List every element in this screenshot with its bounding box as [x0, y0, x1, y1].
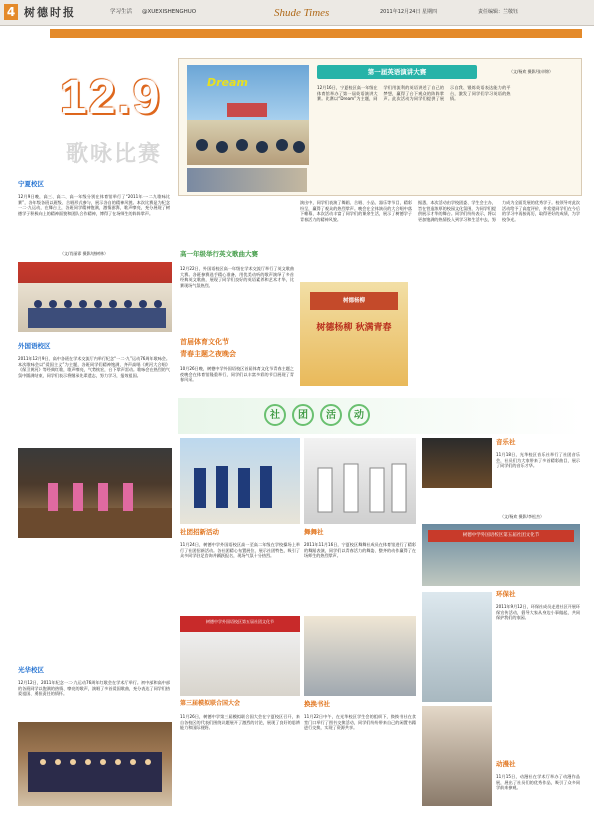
shuyou-body: 11月22日中午，在光华校区学生会的组织下，换换书社在食堂门口举行了图书交换活动，同学们纷纷带来自己的闲置书籍进行交换，实现了资源共享。 [304, 714, 416, 731]
paper-name: 树德时报 [24, 6, 76, 19]
students-illustration [180, 438, 300, 524]
culture-heading-line2: 青春主题之夜晚会 [180, 350, 236, 358]
issue-date: 2011年12月24日 星期四 [380, 9, 438, 15]
ningxia-credit: （文/肖丽霏 摄影/唐树林） [60, 251, 108, 256]
wushe-body: 2011年11月16日，宁夏校区舞舞社成员在体育馆进行了精彩的舞蹈表演，同学们以青春活力的舞姿、整齐的动作赢得了在场师生的热烈掌声。 [304, 542, 416, 559]
waiguoyu-heading: 外国语校区 [18, 342, 51, 350]
editor: 责任编辑：兰敬钰 [478, 9, 519, 15]
section-email: @XUEXISHENGHUO [142, 9, 197, 15]
yinyue-credit: （文/杨欢 摄影/李松杰） [500, 514, 544, 519]
waiguoyu-photo [18, 448, 172, 538]
english-contest-heading-bar [317, 65, 477, 79]
dongman-photo [422, 706, 492, 806]
dream-banner: Dream [207, 76, 248, 89]
guanghua-photo [18, 722, 172, 806]
shetuan-body: 11月24日，树德中学外国语校区高一至高二年级在学校操场上举行了社团招新活动。各社团精心布置展位，展示社团特色，吸引了众多同学驻足咨询并踊跃报名，现场气氛十分热烈。 [180, 542, 300, 559]
yinyue-photo [422, 438, 492, 488]
moot-poster-banner: 树德中学外国语校区第五届社团文化节 [206, 619, 274, 624]
english-contest-heading: 第一届英语演讲大赛 [367, 68, 427, 76]
shuyou-photo [304, 616, 416, 696]
culture-heading-line1: 首届体育文化节 [180, 338, 229, 346]
ningxia-heading: 宁夏校区 [18, 180, 44, 188]
huanbao-body: 2011年9月12日，环保社成员走进社区开展环保宣传活动，倡导大家从身边小事做起，共同保护我们的家园。 [496, 604, 580, 621]
english-contest-box [178, 58, 582, 196]
performers-illustration [18, 448, 172, 538]
masthead [0, 0, 594, 26]
hero-title: 歌咏比赛 [66, 142, 163, 167]
wushe-heading: 舞舞社 [304, 528, 324, 536]
stage-illustration [18, 722, 172, 806]
clubs-banner [178, 398, 582, 434]
moot-body: 11月26日，树德中学第三届模拟联合国大会在宁夏校区召开，来自各校区的代表们围绕议题展开了激烈的讨论，展现了良好的思辨能力和国际视野。 [180, 714, 300, 731]
moot-heading: 第三届模拟联合国大会 [180, 700, 241, 707]
dancers-illustration [304, 438, 416, 524]
ningxia-photo [18, 262, 172, 332]
clubs-char-4: 动 [348, 404, 370, 426]
contest-photo-small [187, 168, 307, 192]
shuyou-heading: 换换书社 [304, 700, 330, 708]
hero-number: 12.9 [60, 71, 162, 124]
huanbao-heading: 环保社 [496, 590, 516, 598]
dream-photo [187, 65, 309, 165]
guanghua-body: 12月12日，2011年纪念一二·九运动76周年红歌会在学术厅举行。初中部和高中部的各班同学以饱满的热情、嘹亮的歌声，演唱了多首爱国歌曲，充分表达了同学们热爱祖国、勇担责任的情怀。 [18, 680, 170, 697]
english-contest-credit: （文/杨欢 摄影/张卓锦） [509, 69, 553, 74]
dongman-body: 11月15日，动漫社在学术厅举办了动漫作品展，展出了社员们的优秀作品，吸引了众多同学前来参观。 [496, 774, 580, 791]
yinyue-heading: 音乐社 [496, 438, 516, 446]
section-label: 学习生活 [110, 9, 133, 15]
huanbao-photo-small [422, 592, 492, 702]
shetuan-photo [180, 438, 300, 524]
guanghua-heading: 光华校区 [18, 666, 44, 674]
contest-audience-illustration [187, 65, 309, 165]
certificate-text: 树德杨柳 秋满青春 [316, 323, 392, 333]
culture-body: 10月26日晚，树德中学外国语校区首届体育文化节青春主题之夜晚会在体育馆隆重举行，同学们以丰富多彩的节目展现了青春风采。 [180, 366, 294, 383]
ningxia-body: 12月9日晚，高三、高二、高一年级分别在体育馆举行了“2011年一·二九歌咏比赛”，各年级各班以班级、合唱形式参与，展示各自的精神风貌。本次比赛是为纪念一二·九运动，在舞台上，各班同学精神饱满，激情澎湃，歌声嘹亮，充分展现了树德学子积极向上的精神面貌和团队合作精神，博得了在场师生的阵阵掌声。 [18, 194, 170, 217]
right-body: 据悉，本次活动由学校团委、学生会主办，旨在营造浓厚的校园文化氛围，为同学们提供展示才华的舞台。同学们纷纷表示，将以更加饱满的热情投入到学习和生活中去，努力成为全面发展的优秀学子。校领导对此次活动给予了高度评价，并希望同学们在今后的学习中再接再厉，取得更好的成绩，为学校争光。 [418, 200, 580, 223]
english-contest-body: 12月16日，宁夏校区高一年级在体育馆举办了第一届英语演讲大赛。比赛以“Dream”为主题，同学们用流利的英语讲述了自己的梦想，赢得了台下观众的阵阵掌声。此次活动为同学们提供了展示自我、锻炼英语表达能力的平台，激发了同学们学习英语的热情。 [317, 85, 511, 102]
page-number: 4 [4, 4, 18, 20]
header-rule [50, 29, 582, 38]
middle-body: 演出中，同学们表演了舞蹈、合唱、小品、器乐等节目，精彩纷呈，赢得了观众的热烈掌声。晚会在全体演员的大合唱中落下帷幕，本次活动丰富了同学们的课余生活，展示了树德学子青春活力的精神风貌。 [300, 200, 412, 223]
wushe-photo [304, 438, 416, 524]
shetuan-heading: 社团招新活动 [180, 528, 219, 536]
certificate-poster [300, 282, 408, 386]
clubs-char-2: 团 [292, 404, 314, 426]
yinyue-body: 11月18日，光华校区音乐社举行了社团音乐会，社员们为大家带来了多首精彩曲目，展示了同学们的音乐才华。 [496, 452, 580, 469]
huanbao-poster-banner: 树德中学外国语校区第五届社团文化节 [428, 530, 574, 542]
dongman-heading: 动漫社 [496, 760, 516, 768]
waiguoyu-body: 2011年12月9日，高中各班在学术交流厅内举行纪念“一二·九”运动76周年歌咏会。本次歌咏会以“爱国主义”为主题，各班同学们精神饱满，齐声高唱《黄河大合唱》《保卫黄河》等经典红歌，歌声嘹亮，气势恢宏，台下掌声雷动。歌咏会在热烈的气氛中圆满结束，同学们表示将继承先辈遗志，努力学习，报效祖国。 [18, 356, 170, 379]
gaoyi-body: 12月22日，外国语校区高一年级在学术交流厅举行了英文歌曲大赛。各班参赛选手精心准备，用优美动听的歌声演绎了多首经典英文歌曲，展现了同学们良好的英语素养和艺术才华，比赛现场气氛热烈。 [180, 266, 294, 289]
clubs-char-3: 活 [320, 404, 342, 426]
huanbao-photo [422, 524, 580, 586]
clubs-char-1: 社 [264, 404, 286, 426]
paper-english-name: Shude Times [274, 7, 330, 19]
certificate-banner: 树德杨柳 [310, 292, 398, 310]
choir-illustration [18, 262, 172, 332]
gaoyi-heading: 高一年级举行英文歌曲大赛 [180, 250, 258, 258]
moot-photo [180, 616, 300, 696]
clubs-banner-chars [264, 404, 370, 426]
